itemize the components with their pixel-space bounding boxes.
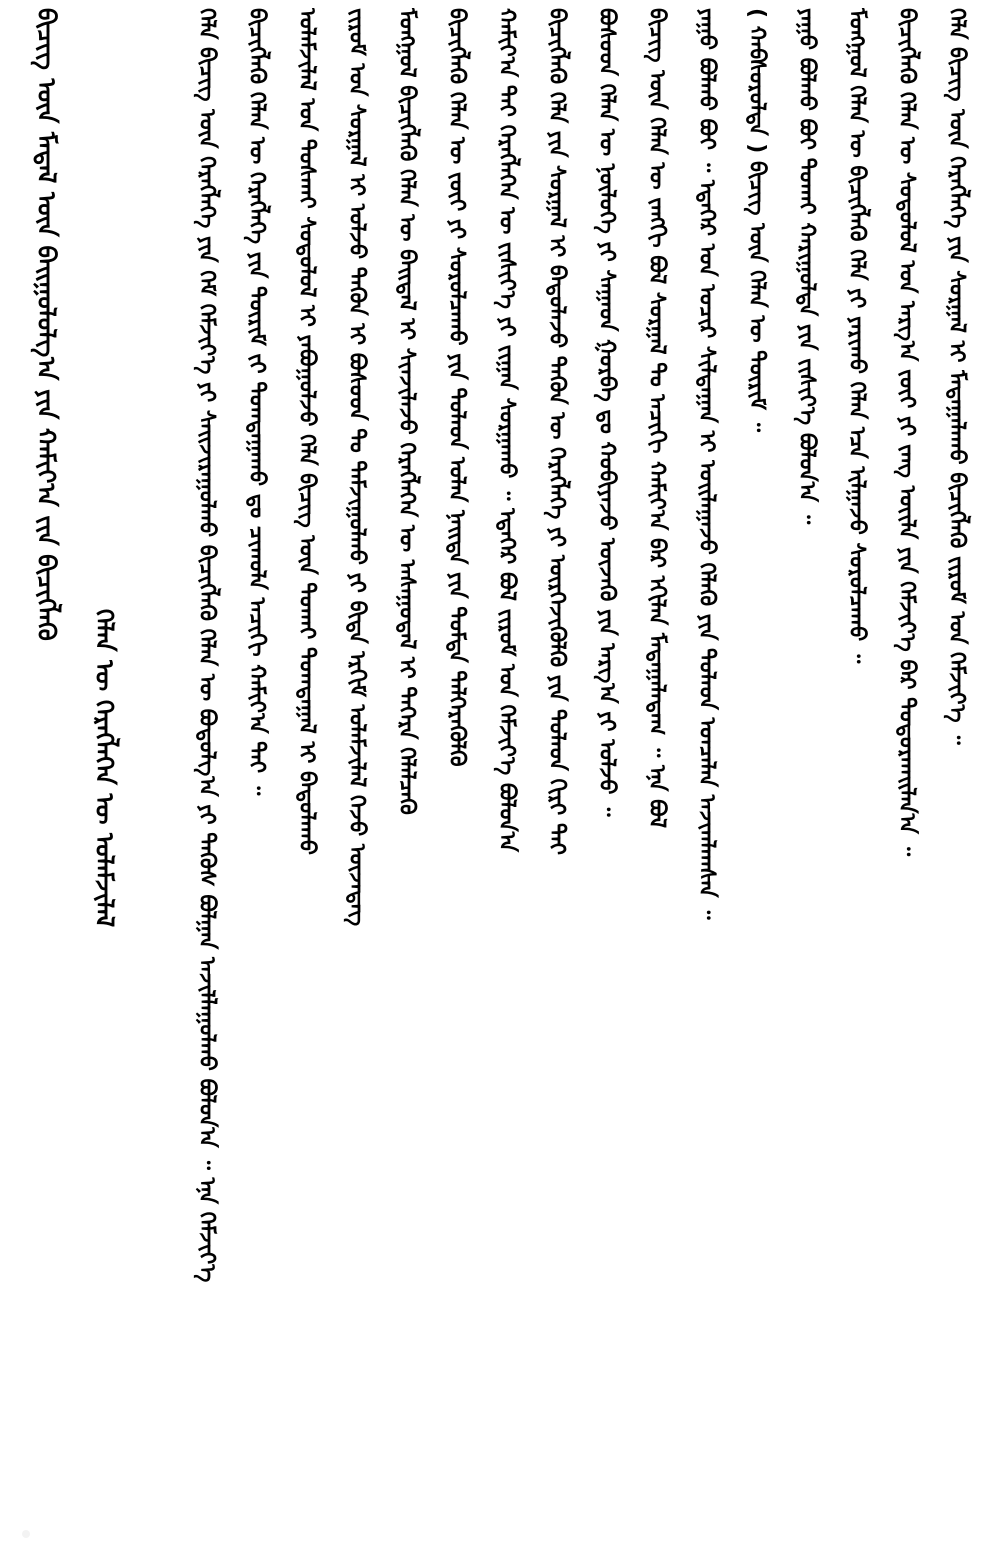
- body-column-15: [886, 8, 926, 1528]
- body-column-9: [586, 8, 626, 1528]
- body-column-13: [786, 8, 826, 1528]
- body-text: ( ᠬᠠᠪᠰᠤᠷᠤᠯᠲᠠ ) ᠪᠢᠴᠢᠭ ᠦᠨ ᠬᠡᠯᠡᠨ ᠦ ᠳᠦᠷᠢᠮ ᠃: [744, 8, 769, 433]
- body-column-8: [536, 8, 576, 1528]
- body-text: ᠬᠠᠮᠢᠶ᠎ᠠ ᠲᠠᠢ ᠬᠡᠷᠡᠭᠯᠡᠭᠡᠨ ᠦ ᠵᠢᠱᠢᠶ᠎ᠡ ᠶᠢ ᠵᠢᠭᠠᠨ ᠰᠤᠷᠭᠠᠬᠤ ᠃ ᠡᠳᠡᠭᠡᠷ ᠪᠣᠯ ᠵᠢᠷᠤᠮ ᠤᠨ ᠬᠡᠮᠵᠢᠶ᠎ᠡ ᠪᠣᠯᠤᠨ᠎ᠠ: [494, 8, 519, 853]
- body-column-1: [186, 8, 226, 1528]
- body-column-12: [736, 8, 776, 1528]
- body-text: ᠬᠡᠯᠡ ᠪᠢᠴᠢᠭ ᠦᠨ ᠬᠡᠷᠡᠭᠯᠡᠭᠡ ᠶᠢᠨ ᠬᠡᠮ ᠬᠡᠮᠵᠢᠶ᠎ᠡ ᠶᠢ ᠰᠠᠢᠵᠢᠷᠠᠭᠤᠯᠬᠤ ᠪᠢᠴᠢᠭᠯᠡᠬᠦ ᠬᠡᠯᠡᠨ ᠦ ᠪᠣᠳᠣᠯᠭ᠎ᠠ ᠶᠢ ᠲᠡᠭᠦᠰ ᠪᠣᠯᠭᠠᠨ ᠠᠵᠢᠯᠯᠠᠭᠤᠯᠬᠤ ᠪᠣᠯᠤᠨ᠎ᠠ ᠃ ᠡᠨᠡ ᠬᠡᠮᠵᠢᠶ᠎ᠡ: [194, 8, 219, 1283]
- body-column-6: [436, 8, 476, 1528]
- body-text: ᠶᠠᠭᠤ ᠪᠣᠯᠬᠤ ᠪᠤᠢ ᠃ ᠡᠳᠡᠭᠡᠷ ᠤᠨ ᠤᠴᠢᠷ ᠰᠢᠯᠲᠠᠭᠠᠨ ᠢ ᠣᠢᠯᠠᠭᠠᠵᠤ ᠬᠡᠯᠡᠬᠦ ᠶᠢᠨ ᠲᠤᠯᠠᠳ ᠣᠨᠴᠠᠯᠠᠨ ᠠᠵᠢᠭᠯᠠᠭᠰᠠᠨ ᠃: [694, 8, 719, 920]
- body-text: ᠵᠢᠷᠤᠮ ᠤᠨ ᠰᠤᠷᠭᠠᠯ ᠢ ᠣᠯᠵᠤ ᠲᠡᠭᠦᠨ ᠢ ᠪᠤᠰᠤᠳ ᠲᠤ ᠳᠠᠮᠵᠢᠭᠤᠯᠬᠤ ᠶᠢ ᠪᠢᠳᠡ ᠡᠷᠬᠢᠮ ᠤᠯᠠᠮᠵᠢᠯᠠᠯ ᠭᠡᠵᠦ ᠦᠵᠡᠳᠡᠭ: [344, 8, 369, 927]
- body-text: ᠤᠯᠠᠮᠵᠢᠯᠠᠯ ᠤᠨ ᠲᠤᠰᠬᠠᠢ ᠰᠤᠳᠤᠯᠤᠯ ᠢ ᠶᠠᠪᠤᠭᠤᠯᠵᠤ ᠬᠡᠯᠡ ᠪᠢᠴᠢᠭ ᠦᠨ ᠲᠤᠬᠠᠢ ᠲᠣᠭᠲᠠᠭᠠᠯ ᠢ ᠪᠠᠲᠤᠯᠠᠬᠤ: [294, 8, 319, 855]
- page-title-line-2: [84, 8, 124, 1528]
- corner-dot: [22, 1530, 30, 1538]
- body-column-5: [386, 8, 426, 1528]
- page-title-line-1: [26, 8, 66, 1528]
- body-text: ᠮᠣᠩᠭᠣᠯ ᠬᠡᠯᠡᠨ ᠦ ᠪᠢᠴᠢᠭᠯᠡᠬᠦ ᠬᠡᠯᠡ ᠶᠢ ᠶᠠᠷᠢᠬᠤ ᠬᠡᠯᠡᠨ ᠡᠴᠡ ᠢᠯᠭᠠᠵᠤ ᠰᠤᠷᠤᠯᠴᠠᠬᠤ ᠃: [844, 8, 869, 664]
- body-column-16: [936, 8, 976, 1528]
- title-text-2: ᠬᠡᠯᠡᠨ ᠦ ᠬᠡᠷᠡᠭᠯᠡᠭᠡᠨ ᠦ ᠤᠯᠠᠮᠵᠢᠯᠠᠯ: [90, 608, 119, 928]
- body-text: ᠪᠢᠴᠢᠭ ᠦᠨ ᠬᠡᠯᠡᠨ ᠦ ᠵᠠᠩᠭᠢ ᠪᠣᠯ ᠰᠤᠷᠭᠠᠯ ᠲᠤ ᠠᠴᠢᠬᠢ ᠬᠠᠮᠢᠶ᠎ᠠ ᠪᠡᠷ ᠡᠬᠢᠯᠡᠨ ᠮᠠᠳᠠᠭᠠᠯᠠᠳᠠᠭ ᠃ ᠡᠨᠡ ᠪᠣᠯ: [644, 8, 669, 829]
- body-column-11: [686, 8, 726, 1528]
- body-text: ᠪᠢᠴᠢᠭᠯᠡᠬᠦ ᠬᠡᠯᠡᠨ ᠦ ᠵᠦᠢ ᠶᠢ ᠰᠤᠷᠤᠯᠴᠠᠬᠤ ᠶᠢᠨ ᠲᠤᠯᠠᠳ ᠣᠯᠠᠨ ᠨᠡᠢᠲᠡ ᠶᠢᠨ ᠳᠤᠮᠳᠠ ᠳᠡᠯᠭᠡᠷᠡᠭᠦᠯᠬᠦ: [444, 8, 469, 767]
- body-text: ᠪᠤᠰᠤᠳ ᠬᠡᠯᠡᠨ ᠦ ᠨᠥᠯᠦᠭᠡ ᠶᠢ ᠰᠠᠭᠠᠳ ᠭᠤᠷᠪᠠ ᠳᠤ ᠬᠤᠪᠢᠶᠠᠵᠤ ᠦᠵᠡᠬᠦ ᠶᠢᠨ ᠠᠷᠭ᠎ᠠ ᠶᠢ ᠣᠯᠵᠤ ᠃: [594, 8, 619, 817]
- body-column-2: [236, 8, 276, 1528]
- body-text: ᠮᠣᠩᠭᠣᠯ ᠪᠢᠴᠢᠭᠯᠡᠬᠦ ᠬᠡᠯᠡᠨ ᠦ ᠪᠠᠢᠳᠠᠯ ᠢ ᠰᠢᠨᠵᠢᠯᠡᠵᠦ ᠬᠡᠷᠡᠭᠯᠡᠭᠡᠨ ᠦ ᠠᠰᠠᠭᠤᠳᠠᠯ ᠢ ᠳᠡᠭᠡᠷᠡ ᠬᠡᠯᠡᠯᠴᠡᠬᠦ: [394, 8, 419, 815]
- title-text-1: ᠪᠢᠴᠢᠭ ᠦᠨ ᠮᠠᠳᠠᠯ ᠦᠨ ᠪᠠᠢᠭᠤᠯᠤᠯᠭ᠎ᠠ ᠶᠢᠨ ᠬᠠᠮᠢᠶ᠎ᠠ ᠵᠢᠨ ᠪᠢᠴᠢᠭᠯᠡᠬᠦ: [32, 8, 61, 641]
- body-column-14: [836, 8, 876, 1528]
- body-text: ᠬᠡᠯᠡ ᠪᠢᠴᠢᠭ ᠦᠨ ᠬᠡᠷᠡᠭᠯᠡᠭᠡ ᠶᠢᠨ ᠰᠤᠷᠭᠠᠯ ᠢ ᠮᠠᠳᠠᠭᠠᠯᠠᠬᠤ ᠪᠢᠴᠢᠭᠯᠡᠬᠦ ᠵᠢᠷᠤᠮ ᠤᠨ ᠬᠡᠮᠵᠢᠶ᠎ᠡ ᠃: [944, 8, 969, 745]
- body-text: ᠶᠠᠭᠤ ᠪᠣᠯᠬᠤ ᠪᠤᠢ ᠲᠤᠬᠠᠢ ᠬᠠᠷᠢᠭᠤᠯᠲᠠ ᠶᠢᠨ ᠵᠢᠱᠢᠶ᠎ᠡ ᠪᠣᠯᠤᠨ᠎ᠠ ᠃: [794, 8, 819, 525]
- body-text: ᠪᠢᠴᠢᠭᠯᠡᠬᠦ ᠬᠡᠯᠡ ᠶᠢᠨ ᠰᠤᠷᠭᠠᠯ ᠢ ᠪᠠᠲᠤᠯᠠᠵᠤ ᠲᠡᠭᠦᠨ ᠦ ᠬᠡᠷᠡᠭᠯᠡᠭᠡ ᠶᠢ ᠥᠷᠭᠡᠵᠢᠭᠦᠯᠬᠦ ᠶᠢᠨ ᠲᠤᠯᠠᠳ ᠬᠢᠷᠢ ᠲᠠᠢ: [544, 8, 569, 855]
- body-text: ᠪᠢᠴᠢᠭᠯᠡᠬᠦ ᠬᠡᠯᠡᠨ ᠦ ᠬᠡᠷᠡᠭᠯᠡᠭᠡ ᠶᠢᠨ ᠳᠦᠷᠢᠮ ᠵᠢ ᠲᠣᠭᠲᠠᠭᠠᠬᠤ ᠳᠤ ᠴᠢᠬᠤᠯᠠ ᠠᠴᠢᠬᠢ ᠬᠠᠮᠢᠶ᠎ᠠ ᠲᠠᠢ ᠃: [244, 8, 269, 796]
- body-text: ᠪᠢᠴᠢᠭᠯᠡᠬᠦ ᠬᠡᠯᠡᠨ ᠦ ᠰᠤᠳᠤᠯᠤᠯ ᠤᠨ ᠠᠷᠭ᠎ᠠ ᠵᠦᠢ ᠶᠢ ᠵᠠᠩ ᠦᠢᠯᠡ ᠶᠢᠨ ᠬᠡᠮᠵᠢᠶ᠎ᠡ ᠪᠡᠷ ᠲᠣᠳᠤᠷᠬᠠᠢᠯᠠᠨ᠎ᠠ ᠃: [894, 8, 919, 857]
- body-column-4: [336, 8, 376, 1528]
- body-column-7: [486, 8, 526, 1528]
- body-column-10: [636, 8, 676, 1528]
- body-column-3: [286, 8, 326, 1528]
